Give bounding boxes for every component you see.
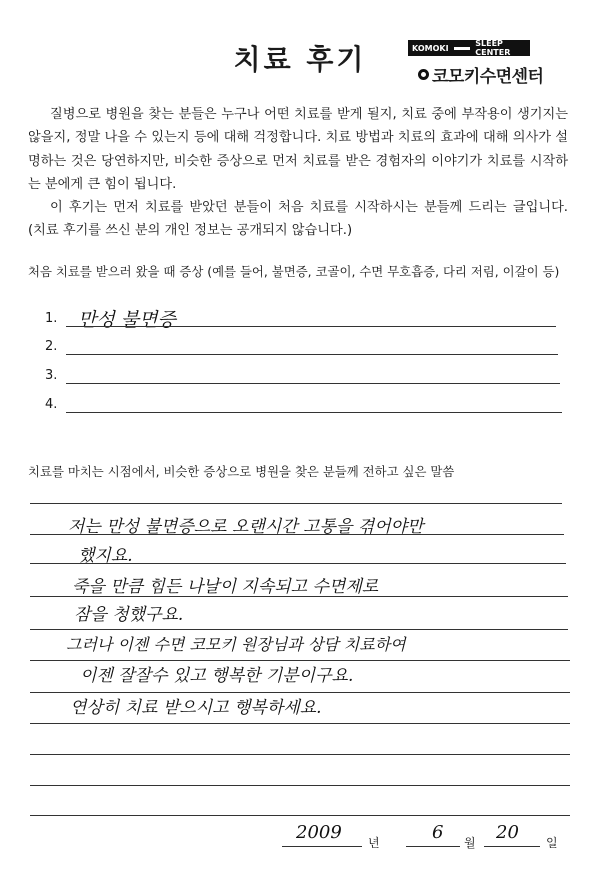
message-line[interactable]: 연상히 치료 받으시고 행복하세요. [70,698,322,718]
logo-tag-en: SLEEP CENTER [475,39,511,57]
answer-line [66,383,560,384]
page-title: 치료 후기 [233,43,367,76]
logo-mark-icon [418,69,429,80]
answer-line [30,503,562,504]
date-year-line [282,846,362,847]
answer-line [30,785,570,786]
symptom-number: 4. [45,397,58,412]
message-question: 치료를 마치는 시점에서, 비슷한 증상으로 병원을 찾은 분들께 전하고 싶은 말씀 [28,464,455,479]
symptom-number: 2. [45,339,58,354]
symptom-number: 3. [45,368,58,383]
symptom-number: 1. [45,311,58,326]
answer-line [30,815,570,816]
intro-paragraph-2: 이 후기는 먼저 치료를 받았던 분들이 처음 치료를 시작하시는 분들께 드리는 글입니다. (치료 후기를 쓰신 분의 개인 정보는 공개되지 않습니다.) [28,200,568,239]
day-label: 일 [546,836,558,850]
answer-line [66,326,556,327]
message-line[interactable]: 죽을 만큼 힘든 나날이 지속되고 수면제로 [72,577,379,597]
symptom-answer[interactable]: 만성 불면증 [78,309,176,331]
answer-line [30,723,570,724]
message-line[interactable]: 했지요. [78,546,133,566]
date-day-line [484,846,540,847]
message-line[interactable]: 그러나 이젠 수면 코모키 원장님과 상담 치료하여 [66,635,406,654]
logo-korean [418,62,543,87]
logo-brand-en: KOMOKI [412,43,449,53]
message-line[interactable]: 잠을 청했구요. [74,605,184,625]
date-day[interactable]: 20 [496,822,519,843]
answer-line [66,412,562,413]
logo-banner [408,40,530,56]
intro-paragraph-1: 질병으로 병원을 찾는 분들은 누구나 어떤 치료를 받게 될지, 치료 중에 부작용이 생기지는 않을지, 정말 나을 수 있는지 등에 대해 걱정합니다. 치료 방법과 치료의 효과에 대해 의사가 설명하는 것은 당연하지만, 비슷한 증상으로 먼저 치료를 받은 경험자의 이야기가 치료를 시작하는 분에게 큰 힘이 됩니다. [28,107,568,192]
date-month-line [406,846,460,847]
answer-line [30,754,570,755]
answer-line [30,563,566,564]
logo-name-kr: 코모키수면센터 [432,67,544,87]
answer-line [66,354,558,355]
answer-line [30,534,564,535]
answer-line [30,629,568,630]
message-line[interactable]: 이젠 잘잘수 있고 행복한 기분이구요. [80,666,354,686]
date-year[interactable]: 2009 [296,822,342,843]
logo-separator [454,47,471,50]
answer-line [30,596,568,597]
month-label: 월 [464,836,476,850]
year-label: 년 [368,836,380,850]
date-month[interactable]: 6 [432,822,444,843]
symptoms-question: 처음 치료를 받으러 왔을 때 증상 (예를 들어, 불면증, 코골이, 수면 무호흡증, 다리 저림, 이갈이 등) [28,264,560,279]
message-line[interactable]: 저는 만성 불면증으로 오랜시간 고통을 겪어야만 [68,517,424,537]
intro-text [28,103,568,243]
